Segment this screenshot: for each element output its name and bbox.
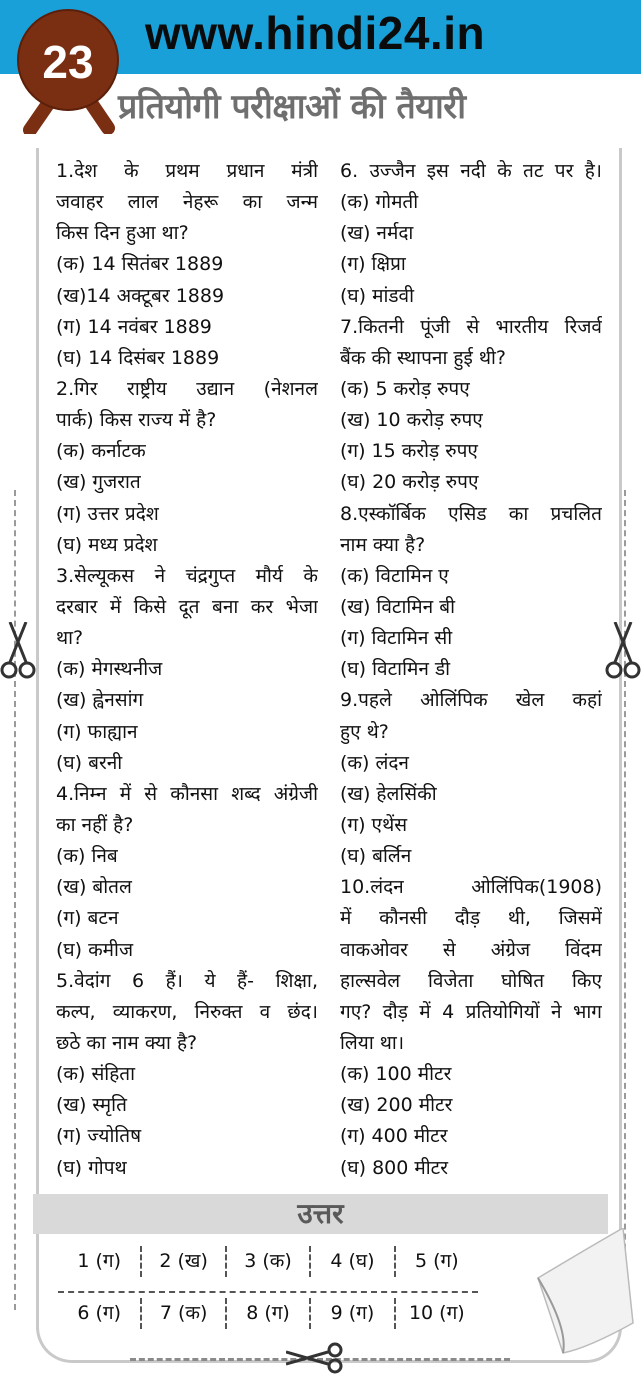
question-line: (क) निब xyxy=(56,845,118,868)
question-line: कल्प, व्याकरण, निरुक्त व छंद। xyxy=(56,1000,318,1023)
page-curl-icon xyxy=(528,1228,641,1368)
question-line: (ख) हेलसिंकी xyxy=(340,782,437,805)
question-line: (क) विटामिन ए xyxy=(340,564,449,587)
question-line: (घ) कमीज xyxy=(56,938,134,961)
answer-cell: 5 (ग) xyxy=(394,1246,478,1277)
question-line: (ख) 200 मीटर xyxy=(340,1094,453,1117)
question-line: 3.सेल्यूकस ने चंद्रगुप्त मौर्य के xyxy=(56,564,318,587)
question-line: 4.निम्न में से कौनसा शब्द अंग्रेजी xyxy=(56,782,318,805)
question-line: दरबार में किसे दूत बना कर भेजा xyxy=(56,595,318,618)
question-line: गए? दौड़ में 4 प्रतियोगियों ने भाग xyxy=(340,1000,602,1023)
question-line: में कौनसी दौड़ थी, जिसमें xyxy=(340,907,602,930)
right-cut-line xyxy=(624,490,626,1310)
question-line: (ग) उत्तर प्रदेश xyxy=(56,502,159,525)
answers-heading: उत्तर xyxy=(33,1194,608,1234)
answers-grid xyxy=(58,1246,478,1329)
question-line: 8.एस्कॉर्बिक एसिड का प्रचलित xyxy=(340,502,602,525)
question-line: हुए थे? xyxy=(340,720,389,743)
question-line: (घ) बरनी xyxy=(56,751,123,774)
answer-cell: 4 (घ) xyxy=(309,1246,393,1277)
question-line: (ख) नर्मदा xyxy=(340,222,414,245)
question-line: (क) मेगस्थनीज xyxy=(56,658,163,681)
question-line: (घ) मध्य प्रदेश xyxy=(56,533,158,556)
scissors-icon xyxy=(0,622,36,682)
answers-row xyxy=(58,1246,478,1277)
question-line: (ग) विटामिन सी xyxy=(340,627,453,650)
left-question-column xyxy=(56,156,318,1184)
badge-number: 23 xyxy=(42,36,94,88)
scissors-icon xyxy=(605,622,641,682)
question-line: (क) 100 मीटर xyxy=(340,1063,452,1086)
question-line: (ख) 10 करोड़ रुपए xyxy=(340,409,483,432)
question-line: (घ) मांडवी xyxy=(340,284,415,307)
question-line: था? xyxy=(56,627,84,650)
question-line: (ग) एथेंस xyxy=(340,813,408,836)
answer-cell: 9 (ग) xyxy=(309,1298,393,1329)
question-line: का नहीं है? xyxy=(56,813,134,836)
question-line: किस दिन हुआ था? xyxy=(56,222,189,245)
answer-cell: 1 (ग) xyxy=(77,1250,122,1272)
question-line: (ख) स्मृति xyxy=(56,1094,127,1117)
question-line: (क) 14 सितंबर 1889 xyxy=(56,253,224,276)
question-line: 2.गिर राष्ट्रीय उद्यान (नेशनल xyxy=(56,377,318,400)
scissors-icon xyxy=(286,1342,346,1374)
answer-cell: 10 (ग) xyxy=(394,1298,478,1329)
question-line: 7.कितनी पूंजी से भारतीय रिजर्व xyxy=(340,315,602,338)
question-line: (ग) बटन xyxy=(56,907,119,930)
answers-row xyxy=(58,1298,478,1329)
question-line: 9.पहले ओलिंपिक खेल कहां xyxy=(340,689,602,712)
site-url[interactable]: www.hindi24.in xyxy=(145,7,486,59)
question-line: (ख) ह्वेनसांग xyxy=(56,689,144,712)
question-line: (ख) विटामिन बी xyxy=(340,595,456,618)
answers-divider xyxy=(58,1291,478,1293)
question-line: (घ) गोपथ xyxy=(56,1156,127,1179)
question-line: (घ) 800 मीटर xyxy=(340,1156,449,1179)
question-line: (क) कर्नाटक xyxy=(56,440,146,463)
question-line: नाम क्या है? xyxy=(340,533,426,556)
question-line: वाकओवर से अंग्रेज विंदम xyxy=(340,938,602,961)
answer-cell: 7 (क) xyxy=(140,1298,224,1329)
answer-cell: 8 (ग) xyxy=(225,1298,309,1329)
question-line: (क) संहिता xyxy=(56,1063,136,1086)
question-line: (क) गोमती xyxy=(340,191,419,214)
question-line: 6. उज्जैन इस नदी के तट पर है। xyxy=(340,160,602,182)
question-line: हाल्सवेल विजेता घोषित किए xyxy=(340,969,602,992)
left-cut-line xyxy=(14,490,16,1310)
question-line: (ग) 14 नवंबर 1889 xyxy=(56,315,212,338)
question-line: बैंक की स्थापना हुई थी? xyxy=(340,346,507,369)
question-line: (घ) 14 दिसंबर 1889 xyxy=(56,346,220,369)
answer-cell: 3 (क) xyxy=(225,1246,309,1277)
question-line: 1.देश के प्रथम प्रधान मंत्री xyxy=(56,160,318,182)
answer-cell: 6 (ग) xyxy=(77,1302,122,1324)
question-line: (ग) क्षिप्रा xyxy=(340,253,406,276)
question-line: (घ) विटामिन डी xyxy=(340,658,451,681)
question-line: (ख)14 अक्टूबर 1889 xyxy=(56,284,225,307)
question-line: (ग) ज्योतिष xyxy=(56,1125,142,1148)
question-line: पार्क) किस राज्य में है? xyxy=(56,409,217,432)
question-line: (घ) 20 करोड़ रुपए xyxy=(340,471,479,494)
question-line: 10.लंदन ओलिंपिक(1908) xyxy=(340,876,602,899)
question-line: छठे का नाम क्या है? xyxy=(56,1031,198,1054)
page-title: प्रतियोगी परीक्षाओं की तैयारी xyxy=(118,87,466,127)
question-line: (ख) गुजरात xyxy=(56,471,141,494)
question-line: लिया था। xyxy=(340,1031,405,1054)
question-line: 5.वेदांग 6 हैं। ये हैं- शिक्षा, xyxy=(56,969,318,992)
question-line: (ग) फाह्यान xyxy=(56,720,138,743)
answer-cell: 2 (ख) xyxy=(140,1246,224,1277)
question-line: जवाहर लाल नेहरू का जन्म xyxy=(56,191,318,214)
question-line: (क) लंदन xyxy=(340,751,409,774)
question-line: (घ) बर्लिन xyxy=(340,845,412,868)
question-line: (ग) 400 मीटर xyxy=(340,1125,448,1148)
badge-icon xyxy=(12,2,124,134)
question-line: (ख) बोतल xyxy=(56,876,132,899)
question-line: (ग) 15 करोड़ रुपए xyxy=(340,440,478,463)
right-question-column xyxy=(340,156,602,1184)
question-line: (क) 5 करोड़ रुपए xyxy=(340,377,470,400)
